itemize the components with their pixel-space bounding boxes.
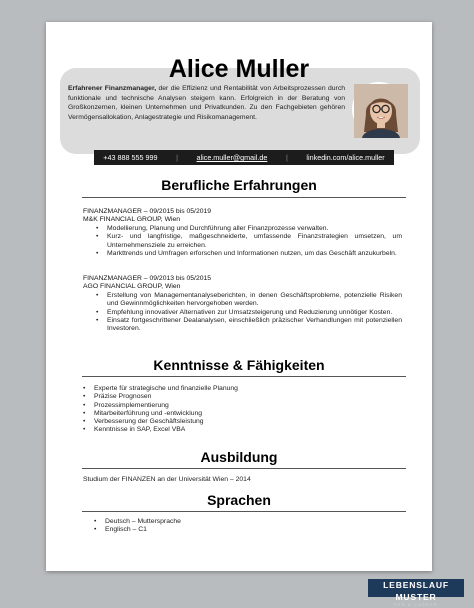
list-item: • Verbesserung der Geschäftsleistung <box>83 418 383 426</box>
job-bullets <box>96 225 402 258</box>
brand-badge-title: LEBENSLAUF MUSTER <box>383 580 449 602</box>
section-title-skills: Kenntnisse & Fähigkeiten <box>153 357 325 373</box>
job-title: FINANZMANAGER – 09/2013 bis 05/2015 <box>83 275 212 282</box>
resume-page <box>46 22 432 571</box>
job-title: FINANZMANAGER – 09/2015 bis 05/2019 <box>83 208 212 215</box>
list-item: • Erstellung von Managementanalyseberichten, in denen Geschäftsprobleme, potenzielle Risiken und Gewinnmöglichkeiten hervorgehoben werden. <box>96 292 402 309</box>
profile-photo <box>352 82 406 136</box>
section-divider <box>82 468 406 469</box>
job-header <box>83 208 211 224</box>
linkedin-link[interactable]: linkedin.com/alice.muller <box>306 153 385 162</box>
section-title-experience: Berufliche Erfahrungen <box>161 177 317 193</box>
job-header <box>83 275 211 291</box>
summary-text: der die Effizienz und Rentabilität von Arbeitsprozessen durch funktionale und technische Analysen steigern kann. Erfolgreich in der Beratung von Großkonzernen, kleinen Unternehmen und Privatkunden. Zu den Fachgebieten gehören Vermögensallokation, Anlagestrategie und Risikomanagement. <box>68 85 345 121</box>
candidate-name: Alice Muller <box>168 55 310 83</box>
section-title-education: Ausbildung <box>200 449 278 465</box>
job-bullets <box>96 292 402 333</box>
contact-bar <box>94 150 394 165</box>
portrait-image <box>354 84 408 138</box>
section-divider <box>82 511 406 512</box>
profile-summary <box>68 84 345 122</box>
list-item: • Modellierung, Planung und Durchführung aller Finanzprozesse verwalten. <box>96 225 402 233</box>
brand-badge-tagline: FOR A CAREER <box>393 603 439 607</box>
skills-list <box>83 385 383 435</box>
languages-list <box>94 518 294 535</box>
section-divider <box>82 197 406 198</box>
email-link[interactable]: alice.muller@gmail.de <box>196 153 268 162</box>
list-item: • Mitarbeiterführung und -entwicklung <box>83 410 383 418</box>
list-item: • Englisch – C1 <box>94 526 294 534</box>
section-title-languages: Sprachen <box>207 492 271 508</box>
summary-lead: Erfahrener Finanzmanager, <box>68 85 157 92</box>
list-item: • Einsatz fortgeschrittener Dealanalysen, einschließlich präzischer Verhandlungen mit potenziellen Investoren. <box>96 317 402 334</box>
list-item: • Markttrends und Umfragen erforschen und Informationen nutzen, um das Geschäft anzukurbeln. <box>96 250 402 258</box>
list-item: • Experte für strategische und finanzielle Planung <box>83 385 383 393</box>
list-item: • Präzise Prognosen <box>83 393 383 401</box>
contact-separator: | <box>285 153 288 162</box>
job-company: AGO FINANCIAL GROUP, Wien <box>83 283 181 291</box>
list-item: • Deutsch – Muttersprache <box>94 518 294 526</box>
education-entry: Studium der FINANZEN an der Universität Wien – 2014 <box>83 476 251 483</box>
list-item: • Kenntnisse in SAP, Excel VBA <box>83 426 383 434</box>
job-company: M&K FINANCIAL GROUP, Wien <box>83 216 181 224</box>
brand-badge[interactable] <box>368 579 464 607</box>
section-divider <box>82 376 406 377</box>
list-item: • Kurz- und langfristige, maßgeschneiderte, umfassende Finanzstrategien umsetzen, um Unternehmensziele zu erreichen. <box>96 233 402 250</box>
list-item: • Prozessimplementierung <box>83 402 383 410</box>
list-item: • Empfehlung innovativer Alternativen zur Umsatzsteigerung und Reduzierung unnötiger Kosten. <box>96 309 402 317</box>
phone-number[interactable]: +43 888 555 999 <box>103 153 158 162</box>
contact-separator: | <box>176 153 178 162</box>
